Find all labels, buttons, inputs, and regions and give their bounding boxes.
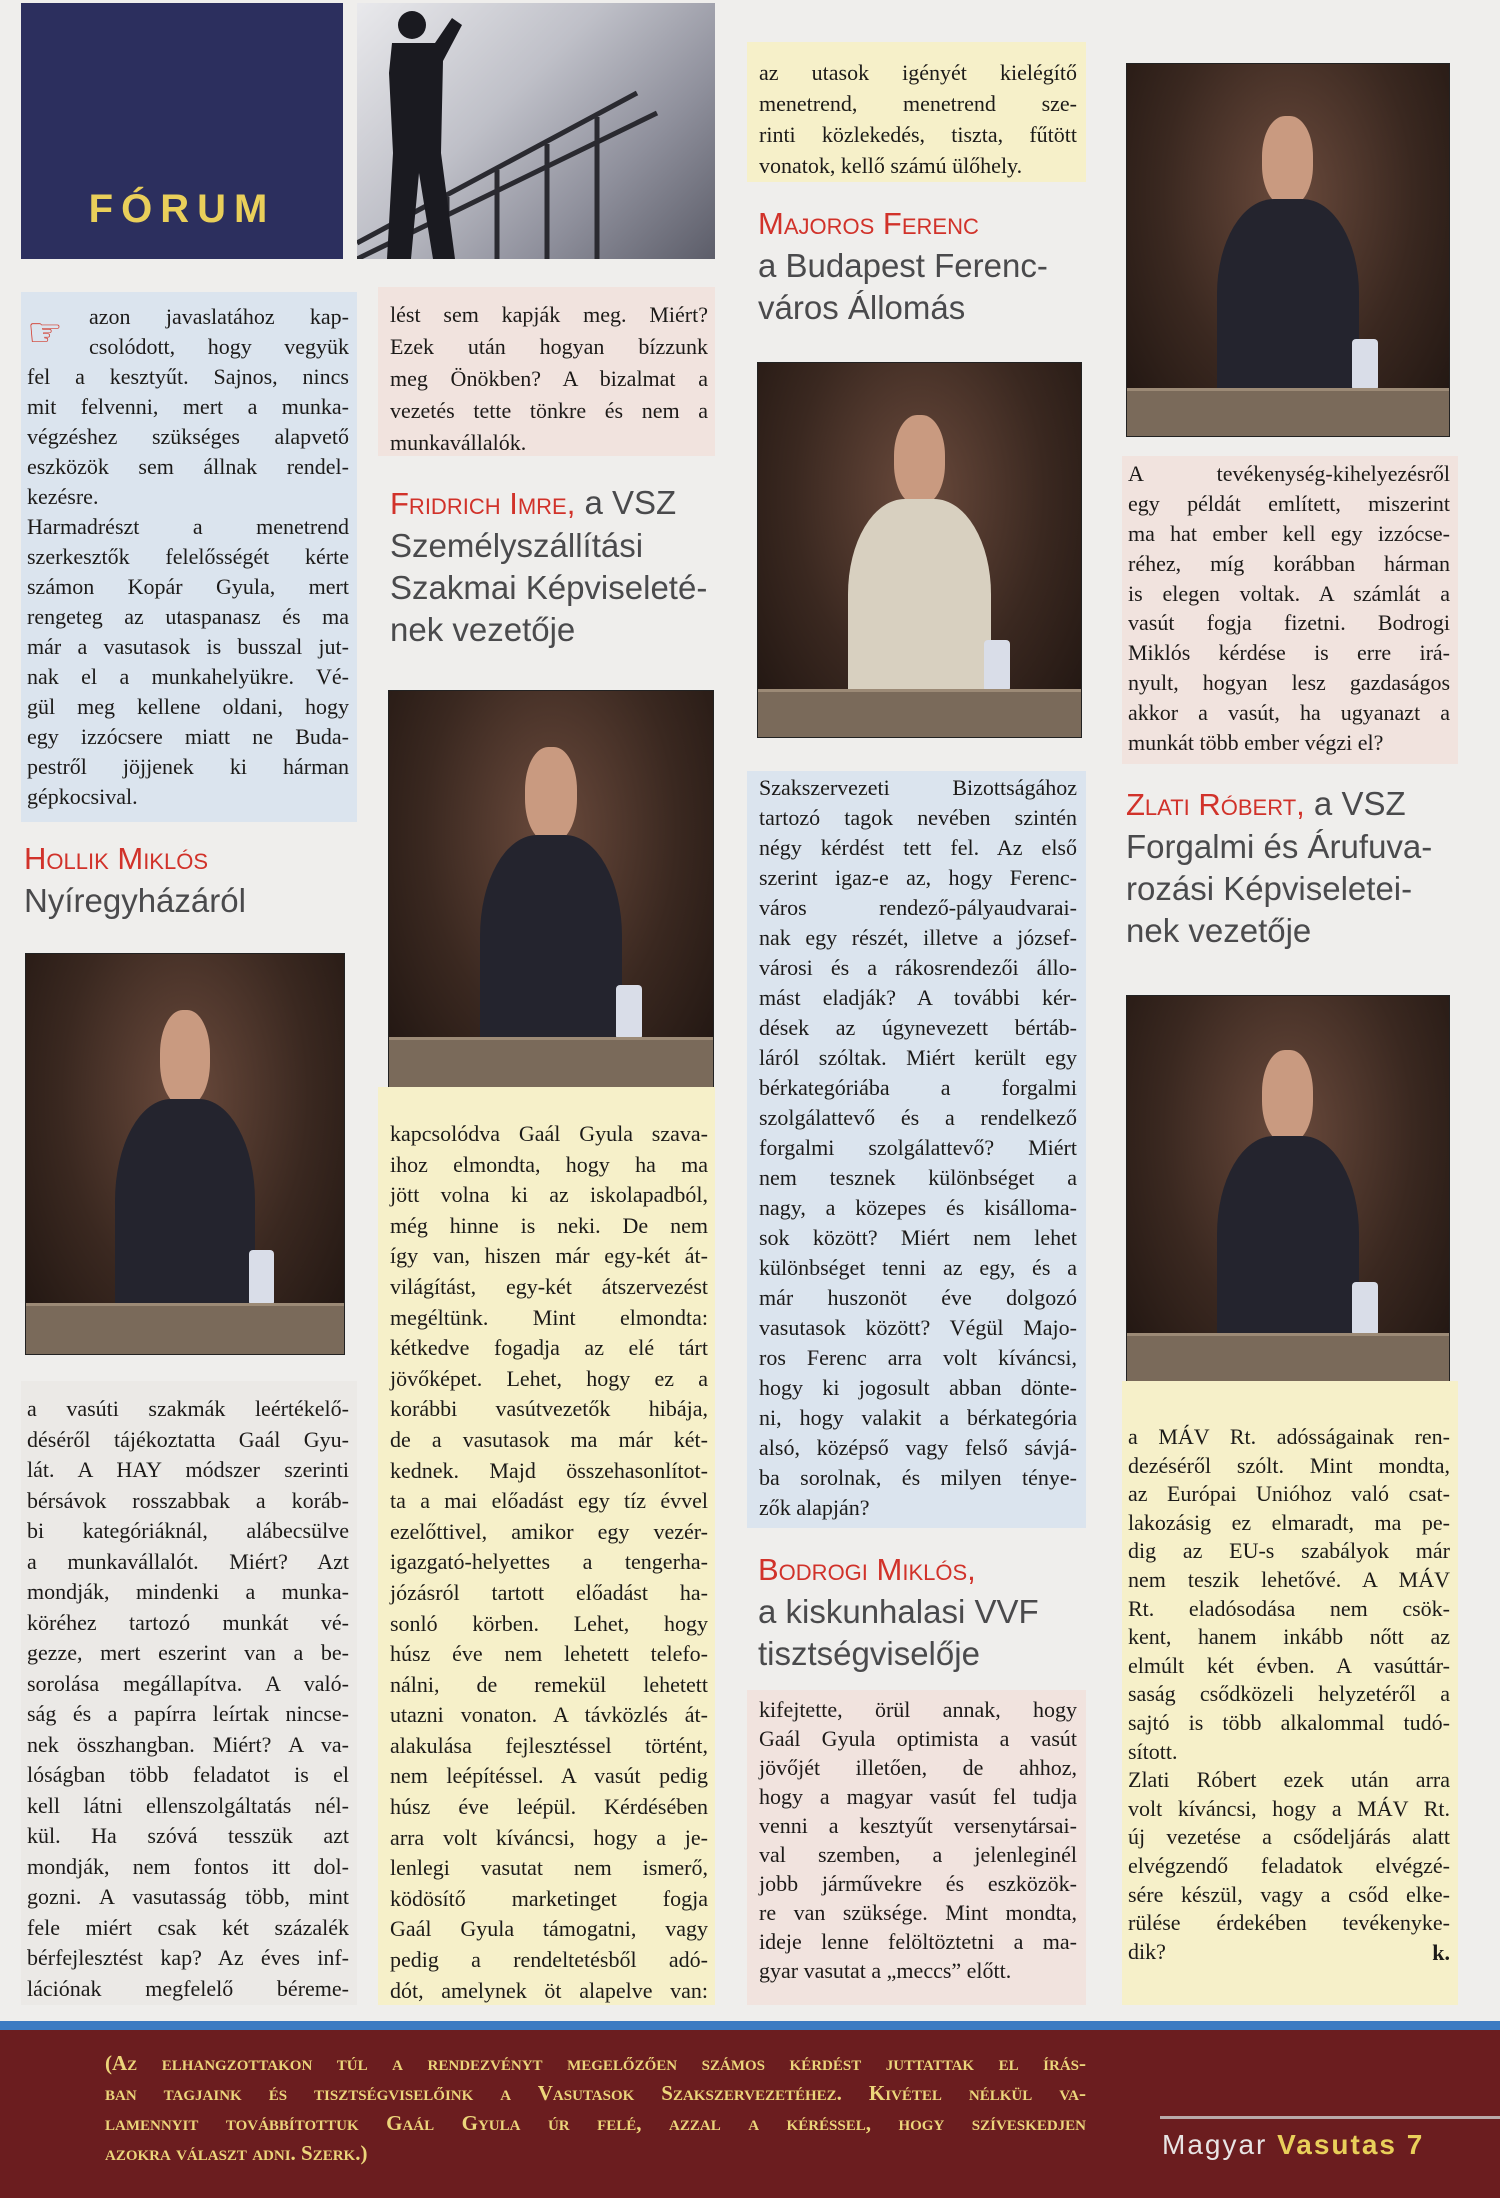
- text-block-col3-bottom: [747, 1690, 1086, 2005]
- article-text: [27, 1394, 349, 2004]
- magazine-name-bold: Vasutas: [1277, 2129, 1398, 2160]
- speaker-name: Hollik Miklós: [24, 841, 208, 876]
- text-line: még hinne is neki. De nem: [390, 1212, 708, 1238]
- text-line: nem tesznek különbséget a: [759, 1165, 1077, 1190]
- text-line: láról szóltak. Miért került egy: [759, 1045, 1077, 1070]
- text-line: val szemben, a jelenleginél: [759, 1842, 1077, 1867]
- text-line: menetrend, menetrend sze-: [759, 91, 1077, 116]
- text-block-col2-bottom: [378, 1087, 715, 2005]
- text-line: venni a kesztyűt versenytársai-: [759, 1813, 1077, 1838]
- text-line: rülése érdekében tevékenyke-: [1128, 1910, 1450, 1936]
- speaker-heading-zlati: [1126, 783, 1432, 952]
- silhouette-header-image: [357, 3, 715, 259]
- text-line: vezetés tette tönkre és nem a: [390, 398, 708, 423]
- text-line: ködösítő marketinget fogja: [390, 1885, 708, 1911]
- speaker-role-line: nek vezetője: [390, 611, 576, 648]
- text-line: városi és a rákosrendezői állo-: [759, 955, 1077, 980]
- text-line: világítást, egy-két átszervezést: [390, 1273, 708, 1299]
- magazine-name: Magyar: [1162, 2129, 1268, 2160]
- text-line: bérsávok rosszabbak a koráb-: [27, 1487, 349, 1513]
- speaker-role-line: a kiskunhalasi VVF: [758, 1593, 1039, 1630]
- article-text: [1128, 1423, 1450, 1966]
- text-line: bérkategóriába a forgalmi: [759, 1075, 1077, 1100]
- text-block-col1-top: [21, 292, 357, 822]
- text-line: igazgató-helyettes a tengerha-: [390, 1549, 708, 1575]
- section-title: FÓRUM: [88, 187, 276, 231]
- text-line: jött volna ki az iskolapadból,: [390, 1182, 708, 1208]
- text-line: végzéshez szükséges alapvető: [27, 424, 349, 449]
- speaker-role-line: rozási Képviseletei-: [1126, 870, 1413, 907]
- text-line: réhez, míg korábban hárman: [1128, 550, 1450, 576]
- text-line: ideje lenne felöltöztetni a ma-: [759, 1929, 1077, 1954]
- text-block-col4-bottom: [1122, 1381, 1458, 2005]
- text-line: kapcsolódva Gaál Gyula szava-: [390, 1121, 708, 1146]
- author-signature: k.: [1432, 1940, 1450, 1966]
- speaker-heading-fridrich: [390, 482, 707, 651]
- text-line: is elegen voltak. A számlát a: [1128, 580, 1450, 606]
- photo-zlati-robert: [1126, 995, 1450, 1383]
- text-line: (Az elhangzottakon túl a rendezvényt megelőzően számos kérdést juttattak el írás-: [105, 2051, 1086, 2075]
- text-line: ezelőttivel, amikor egy vezér-: [390, 1518, 708, 1544]
- text-line: húsz éve leépül. Kérdésében: [390, 1794, 708, 1820]
- text-line: megéltünk. Mint elmondta:: [390, 1304, 708, 1330]
- text-line: elvégzendő feladatok elvégzé-: [1128, 1852, 1450, 1878]
- text-line: Gaál Gyula optimista a vasút: [759, 1726, 1077, 1751]
- text-line: Zlati Róbert ezek után arra: [1128, 1767, 1450, 1793]
- speaker-role-line: Forgalmi és Árufuva-: [1126, 828, 1433, 865]
- text-line: fel a kesztyűt. Sajnos, nincs: [27, 364, 349, 389]
- text-line: zők alapján?: [759, 1495, 870, 1520]
- text-line: kednek. Majd összehasonlítot-: [390, 1457, 708, 1483]
- text-line: elmúlt két évben. A vasúttár-: [1128, 1652, 1450, 1678]
- photo-hollik-miklos: [25, 953, 345, 1355]
- text-line: ni, hogy valakit a bérkategória: [759, 1405, 1077, 1430]
- text-line: szerkesztők felelősségét kérte: [27, 544, 349, 569]
- editor-note: [105, 2048, 1086, 2168]
- text-line: Miklós kérdése is erre irá-: [1128, 640, 1450, 666]
- text-line: ta a mai előadást egy tíz évvel: [390, 1488, 708, 1514]
- text-line: azokra választ adni. Szerk.): [105, 2141, 368, 2165]
- text-line: lóságban több feladatot is el: [27, 1762, 349, 1787]
- speaker-role-line: tisztségviselője: [758, 1635, 980, 1672]
- text-block-col3-mid: [747, 771, 1086, 1528]
- text-line: volt kíváncsi, hogy a MÁV Rt.: [1128, 1795, 1450, 1821]
- text-line: mondják, mindenki a munka-: [27, 1579, 349, 1604]
- text-line: húsz éve nem lehetett telefo-: [390, 1641, 708, 1667]
- article-text: [1128, 459, 1450, 758]
- text-line: nagy, a közepes és kisálloma-: [759, 1195, 1077, 1220]
- text-line: eszközök sem állnak rendel-: [27, 454, 349, 479]
- text-line: Gaál Gyula támogatni, vagy: [390, 1916, 708, 1942]
- text-line: város rendező-pályaudvarai-: [759, 895, 1077, 920]
- text-line: nek összhangban. Miért? A va-: [27, 1731, 349, 1757]
- text-line: utazni vonaton. A távközlés át-: [390, 1702, 708, 1728]
- photo-fridrich-imre: [388, 690, 714, 1089]
- text-line: józásról tartott előadást ha-: [390, 1579, 708, 1605]
- text-line: kétkedve fogadja az elé tárt: [390, 1335, 708, 1361]
- text-line: dezéséről szólt. Mint mondta,: [1128, 1452, 1450, 1478]
- photo-majoros-ferenc: [757, 362, 1082, 738]
- text-block-col1-bottom: [21, 1381, 357, 2005]
- text-line: munkát több ember végzi el?: [1128, 730, 1384, 756]
- article-text: [759, 773, 1077, 1523]
- text-line: kell látni ellenszolgáltatás nél-: [27, 1792, 349, 1818]
- text-line: szolgálattevő és a rendelkező: [759, 1105, 1077, 1130]
- text-line: gozni. A vasutasság több, mint: [27, 1884, 349, 1909]
- article-text: [759, 1695, 1077, 1985]
- text-line: korábbi vasútvezetők hibája,: [390, 1396, 708, 1422]
- text-line: akkor a vasút, ha ugyanazt a: [1128, 700, 1450, 726]
- speaker-heading-majoros: [758, 203, 1048, 329]
- article-text: [27, 292, 349, 812]
- speaker-name: Bodrogi Miklós,: [758, 1552, 976, 1587]
- text-line: ihoz elmondta, hogy ha ma: [390, 1151, 708, 1177]
- text-line: lációnak megfelelő béreme-: [27, 1975, 349, 2001]
- text-line: gül meg kellene oldani, hogy: [27, 694, 349, 719]
- text-line: Harmadrészt a menetrend: [27, 514, 349, 539]
- speaker-role-line: város Állomás: [758, 289, 966, 326]
- text-line: a MÁV Rt. adósságainak ren-: [1128, 1424, 1450, 1449]
- text-line: nak el a munkahelyükre. Vé-: [27, 664, 349, 689]
- text-line: sére készül, vagy a csőd elke-: [1128, 1881, 1450, 1907]
- text-line: ban tagjaink és tisztségviselőink a Vasutasok Szakszervezetéhez. Kivétel nélkül va-: [105, 2081, 1086, 2105]
- text-line: dések az úgynevezett bértáb-: [759, 1015, 1077, 1040]
- text-line: kül. Ha szóvá tesszük azt: [27, 1823, 349, 1848]
- text-line: saság csődközeli helyzetéről a: [1128, 1681, 1450, 1707]
- speaker-role-line: Szakmai Képviseleté-: [390, 569, 708, 606]
- text-line: az Európai Unióhoz való csat-: [1128, 1481, 1450, 1507]
- text-line: kifejtette, örül annak, hogy: [759, 1697, 1077, 1722]
- text-line: egy izzócsere miatt ne Buda-: [27, 724, 349, 749]
- article-text: [390, 1119, 708, 2006]
- text-line: már huszonöt éve dolgozó: [759, 1285, 1077, 1310]
- text-line: munkavállalók.: [390, 430, 527, 455]
- text-line: egy példát említett, miszerint: [1128, 490, 1450, 516]
- text-line: hogy a magyar vasút fel tudja: [759, 1784, 1077, 1809]
- article-text: [390, 299, 708, 459]
- text-line: lamennyit továbbítottuk Gaál Gyula úr felé, azzal a kéréssel, hogy szíveskedjen: [105, 2111, 1086, 2135]
- footer-divider: [0, 2021, 1500, 2030]
- text-line: bi kategóriáknál, alábecsülve: [27, 1518, 349, 1543]
- text-line: az utasok igényét kielégítő: [759, 60, 1077, 85]
- text-line: mit felvenni, mert a munka-: [27, 394, 349, 419]
- text-line: kent, hanem inkább nőtt az: [1128, 1624, 1450, 1650]
- forum-section-banner: [21, 3, 343, 259]
- text-line: nyult, hogyan lesz gazdaságos: [1128, 670, 1450, 696]
- text-line: déséről tájékoztatta Gaál Gyu-: [27, 1426, 349, 1452]
- text-line: sok között? Miért nem lehet: [759, 1225, 1077, 1250]
- text-line: nak egy részét, illetve a józsef-: [759, 925, 1077, 950]
- text-line: gépkocsival.: [27, 784, 138, 809]
- page-number: 7: [1406, 2129, 1425, 2160]
- text-line: ros Ferenc arra volt kíváncsi,: [759, 1345, 1077, 1370]
- speaker-role-line: Személyszállítási: [390, 527, 644, 564]
- text-line: dig az EU-s szabályok már: [1128, 1538, 1450, 1564]
- text-line: már a vasutasok is busszal jut-: [27, 634, 349, 659]
- text-line: alakulása fejlesztéssel történt,: [390, 1732, 708, 1758]
- text-line: a vasúti szakmák leértékelő-: [27, 1396, 349, 1421]
- text-line: így van, hiszen már egy-két át-: [390, 1243, 708, 1269]
- text-line: forgalmi szolgálattevő? Miért: [759, 1135, 1077, 1160]
- text-line: azon javaslatához kap-: [89, 304, 349, 329]
- text-block-col3-top: [747, 42, 1086, 182]
- text-line: Rt. eladósodása nem csök-: [1128, 1595, 1450, 1621]
- text-line: jövőképet. Lehet, hogy ez a: [390, 1365, 708, 1391]
- text-line: kezésre.: [27, 484, 99, 509]
- text-line: sajtó is több alkalommal tudó-: [1128, 1709, 1450, 1735]
- text-line: Szakszervezeti Bizottságához: [759, 775, 1077, 800]
- text-line: csolódott, hogy vegyük: [89, 334, 349, 359]
- speaker-heading-hollik: [24, 838, 246, 922]
- text-line: hogy ki jogosult abban dönte-: [759, 1375, 1077, 1400]
- text-line: fele miért csak két százalék: [27, 1914, 349, 1940]
- text-line: Ezek után hogyan bízzunk: [390, 334, 708, 359]
- text-line: nem leépítéssel. A vasút pedig: [390, 1763, 708, 1789]
- magazine-footer: [1162, 2129, 1424, 2161]
- speaker-name: Majoros Ferenc: [758, 206, 979, 241]
- text-line: alsó, középső vagy felső sávjá-: [759, 1435, 1077, 1460]
- text-line: négy kérdést tett fel. Az első: [759, 835, 1077, 860]
- speaker-role-line: nek vezetője: [1126, 912, 1312, 949]
- text-line: ba sorolnak, és milyen ténye-: [759, 1465, 1077, 1490]
- text-line: vonatok, kellő számú ülőhely.: [759, 153, 1023, 178]
- text-line: köréhez tartozó munkát vé-: [27, 1609, 349, 1635]
- text-line: re van szüksége. Mint mondta,: [759, 1900, 1077, 1925]
- text-line: lát. A HAY módszer szerinti: [27, 1457, 349, 1482]
- footer-rule: [1160, 2116, 1500, 2119]
- text-line: nálni, de remekül lehetett: [390, 1671, 708, 1697]
- text-line: mondják, nem fontos itt dol-: [27, 1853, 349, 1879]
- text-line: rengeteg az utaspanasz és ma: [27, 604, 349, 629]
- text-line: sonló körben. Lehet, hogy: [390, 1610, 708, 1636]
- text-line: pestről jöjjenek ki hárman: [27, 754, 349, 779]
- text-line: mást eladják? A további kér-: [759, 985, 1077, 1010]
- text-block-col4-top: [1122, 456, 1458, 764]
- text-line: lést sem kapják meg. Miért?: [390, 302, 708, 327]
- photo-bodrogi-miklos: [1126, 63, 1450, 437]
- text-line: gyar vasutat a „meccs” előtt.: [759, 1958, 1012, 1983]
- text-line: szerint igaz-e az, hogy Ferenc-: [759, 865, 1077, 890]
- text-line: jobb járművekre és eszközök-: [759, 1871, 1077, 1896]
- speaker-origin: Nyíregyházáról: [24, 882, 246, 919]
- speaker-heading-bodrogi: [758, 1549, 1039, 1675]
- speaker-affiliation: a VSZ: [1304, 785, 1406, 822]
- text-line: tartozó tagok nevében szintén: [759, 805, 1077, 830]
- speaker-affiliation: a VSZ: [575, 484, 677, 521]
- text-line: jövőjét illetően, de ahhoz,: [759, 1755, 1077, 1780]
- text-block-col2-top: [378, 287, 715, 456]
- text-line: A tevékenység-kihelyezésről: [1128, 461, 1450, 486]
- text-line: új vezetése a csődeljárás alatt: [1128, 1824, 1450, 1850]
- text-line: dik?: [1128, 1938, 1166, 1964]
- speaker-name: Fridrich Imre,: [390, 486, 576, 521]
- text-line: lenlegi vasutat nem ismerő,: [390, 1855, 708, 1881]
- text-line: vasút fogja fizetni. Bodrogi: [1128, 610, 1450, 636]
- text-line: a munkavállalót. Miért? Azt: [27, 1548, 349, 1574]
- text-line: nem teszik lehetővé. A MÁV: [1128, 1566, 1450, 1592]
- text-line: sorolása megállapítva. A való-: [27, 1670, 349, 1696]
- speaker-name: Zlati Róbert,: [1126, 787, 1305, 822]
- text-line: de a vasutasok ma már két-: [390, 1426, 708, 1452]
- text-line: gezze, mert eszerint van a be-: [27, 1640, 349, 1665]
- text-line: lakozásig ez elmaradt, ma pe-: [1128, 1509, 1450, 1535]
- text-line: sított.: [1128, 1738, 1178, 1764]
- text-line: rinti közlekedés, tiszta, fűtött: [759, 122, 1077, 147]
- pointing-hand-icon: ☞: [27, 310, 63, 355]
- speaker-role-line: a Budapest Ferenc-: [758, 247, 1048, 284]
- text-line: meg Önökben? A bizalmat a: [390, 366, 708, 391]
- text-line: dót, amelynek öt alapelve van:: [390, 1977, 708, 2003]
- text-line: bérfejlesztést kap? Az éves inf-: [27, 1945, 349, 1970]
- text-line: vasutasok között? Végül Majo-: [759, 1315, 1077, 1340]
- text-line: arra volt kíváncsi, hogy a je-: [390, 1824, 708, 1850]
- text-line: különbséget tenni az egy, és a: [759, 1255, 1077, 1280]
- article-text: [759, 57, 1077, 181]
- text-line: számon Kopár Gyula, mert: [27, 574, 349, 599]
- text-line: ság és a papírra leírtak nincse-: [27, 1701, 349, 1726]
- text-line: ma hat ember kell egy izzócse-: [1128, 520, 1450, 546]
- silhouette-figure-icon: [357, 3, 715, 259]
- text-line: pedig a rendeltetésből adó-: [390, 1947, 708, 1973]
